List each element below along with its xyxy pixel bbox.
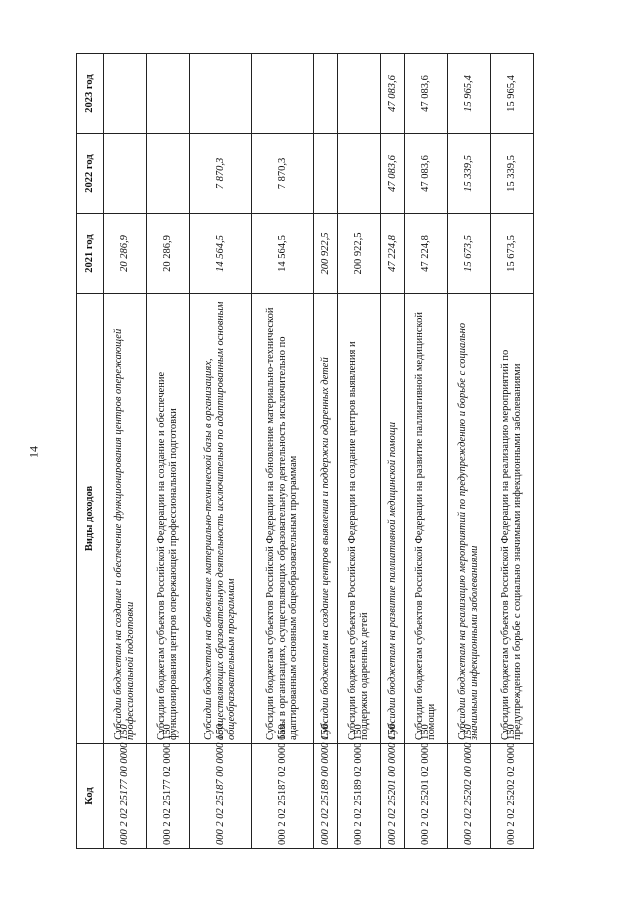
table-row: [447, 54, 490, 849]
cell-2021: 14 564,5: [252, 214, 314, 294]
header-code: Код: [77, 744, 104, 849]
cell-code: 000 2 02 25189 02 0000 150: [338, 744, 381, 849]
cell-2021: 200 922,5: [338, 214, 381, 294]
cell-2022: 7 870,3: [252, 134, 314, 214]
table-row: [104, 54, 147, 849]
cell-2021: 47 224,8: [404, 214, 447, 294]
cell-2022: [104, 134, 147, 214]
cell-2021: 200 922,5: [314, 214, 338, 294]
table-row: [338, 54, 381, 849]
cell-2023: [338, 54, 381, 134]
cell-name: Субсидии бюджетам субъектов Российской Федерации на создание центров выявления и поддержки одаренных детей: [338, 294, 381, 744]
table-row: [404, 54, 447, 849]
cell-2023: 15 965,4: [447, 54, 490, 134]
revenue-table-container: [76, 54, 534, 849]
cell-name: Субсидии бюджетам на создание центров выявления и поддержки одаренных детей: [314, 294, 338, 744]
cell-2023: 47 083,6: [404, 54, 447, 134]
page-number: 14: [26, 446, 41, 458]
cell-2023: [104, 54, 147, 134]
cell-code: 000 2 02 25201 00 0000 150: [381, 744, 405, 849]
cell-2021: 20 286,9: [147, 214, 190, 294]
cell-2021: 15 673,5: [490, 214, 533, 294]
cell-code: 000 2 02 25177 00 0000 150: [104, 744, 147, 849]
table-header-row: [77, 54, 104, 849]
table-row: [252, 54, 314, 849]
cell-2023: [314, 54, 338, 134]
cell-2022: 15 339,5: [490, 134, 533, 214]
cell-2023: 15 965,4: [490, 54, 533, 134]
table-row: [147, 54, 190, 849]
table-row: [314, 54, 338, 849]
cell-name: Субсидии бюджетам субъектов Российской Федерации на развитие паллиативной медицинской помощи: [404, 294, 447, 744]
cell-code: 000 2 02 25177 02 0000 150: [147, 744, 190, 849]
cell-name: Субсидии бюджетам на реализацию мероприятий по предупреждению и борьбе с социально значимыми инфекционными заболеваниями: [447, 294, 490, 744]
cell-2021: 15 673,5: [447, 214, 490, 294]
cell-name: Субсидии бюджетам на развитие паллиативной медицинской помощи: [381, 294, 405, 744]
cell-2021: 47 224,8: [381, 214, 405, 294]
header-2022: 2022 год: [77, 134, 104, 214]
table-row: [381, 54, 405, 849]
cell-code: 000 2 02 25202 02 0000 150: [490, 744, 533, 849]
cell-2023: [147, 54, 190, 134]
cell-name: Субсидии бюджетам субъектов Российской Федерации на создание и обеспечение функционирования центров опережающей профессиональной подготовки: [147, 294, 190, 744]
cell-2022: 7 870,3: [190, 134, 252, 214]
cell-2023: [190, 54, 252, 134]
header-name: Виды доходов: [77, 294, 104, 744]
header-2021: 2021 год: [77, 214, 104, 294]
table-row: [490, 54, 533, 849]
cell-2022: 47 083,6: [381, 134, 405, 214]
cell-2021: 20 286,9: [104, 214, 147, 294]
cell-code: 000 2 02 25187 00 0000 150: [190, 744, 252, 849]
cell-2021: 14 564,5: [190, 214, 252, 294]
cell-name: Субсидии бюджетам субъектов Российской Федерации на реализацию мероприятий по предупреждению и борьбе с социально значимыми инфекционными заболеваниями: [490, 294, 533, 744]
cell-name: Субсидии бюджетам субъектов Российской Федерации на обновление материально-технической базы в организациях, осуществляющих образовательную деятельность исключительно по адаптированным основным общеобразовательным программам: [252, 294, 314, 744]
cell-code: 000 2 02 25187 02 0000 150: [252, 744, 314, 849]
table-row: [190, 54, 252, 849]
cell-2023: [252, 54, 314, 134]
cell-2023: 47 083,6: [381, 54, 405, 134]
cell-code: 000 2 02 25202 00 0000 150: [447, 744, 490, 849]
revenue-table: [76, 53, 534, 849]
cell-2022: 15 339,5: [447, 134, 490, 214]
cell-2022: [147, 134, 190, 214]
cell-name: Субсидии бюджетам на обновление материально-технической базы в организациях, осуществляющих образовательную деятельность исключительно по адаптированным основным общеобразовательным программам: [190, 294, 252, 744]
cell-2022: [338, 134, 381, 214]
header-2023: 2023 год: [77, 54, 104, 134]
cell-name: Субсидии бюджетам на создание и обеспечение функционирования центров опережающей профессиональной подготовки: [104, 294, 147, 744]
cell-code: 000 2 02 25189 00 0000 150: [314, 744, 338, 849]
cell-2022: [314, 134, 338, 214]
cell-code: 000 2 02 25201 02 0000 150: [404, 744, 447, 849]
cell-2022: 47 083,6: [404, 134, 447, 214]
